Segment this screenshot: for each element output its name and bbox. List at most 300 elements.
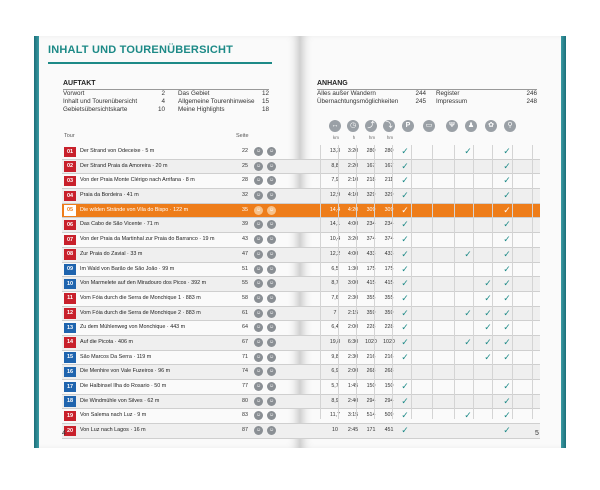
distance-value: 10: [332, 427, 338, 434]
rating-icon: ☺: [268, 338, 275, 345]
check-mark: ✓: [401, 336, 409, 347]
check-mark: ✓: [503, 204, 511, 215]
column-divider: [492, 145, 493, 419]
column-divider: [454, 145, 455, 419]
tour-name: Auf die Picota · 406 m: [80, 338, 134, 345]
tour-page: 67: [242, 338, 248, 345]
descent-value: 359: [384, 309, 394, 316]
bus-icon: ▭: [423, 120, 435, 132]
duration-value: 3:20: [347, 148, 359, 154]
table-row[interactable]: [62, 395, 540, 410]
auftakt-entry[interactable]: [63, 90, 165, 98]
check-mark: ✓: [401, 425, 409, 436]
tour-number-badge: 06: [64, 220, 76, 231]
anhang-entry-label: Übernachtungsmöglichkeiten: [317, 98, 399, 105]
difficulty-icon: ☺: [255, 177, 262, 184]
rating-icon: ☺: [268, 309, 275, 316]
check-mark: ✓: [503, 219, 511, 230]
difficulty-icon: ☺: [255, 265, 262, 272]
distance-value: 12,9: [329, 192, 341, 199]
tour-page: 87: [242, 427, 248, 434]
check-mark: ✓: [401, 395, 409, 406]
descent-value: 374: [384, 236, 394, 243]
tour-name: Von Salema nach Luz · 9 m: [80, 412, 147, 419]
duration-value: 2:15: [347, 309, 359, 316]
check-mark: ✓: [401, 322, 409, 333]
duration-value: 2:10: [347, 177, 359, 184]
column-divider: [392, 145, 393, 419]
auftakt-heading: AUFTAKT: [63, 80, 96, 87]
difficulty-icon: ☺: [255, 324, 262, 331]
table-row[interactable]: [62, 321, 540, 336]
column-divider: [356, 145, 357, 419]
rating-icon: ☺: [268, 368, 275, 375]
rating-icon: ☺: [268, 412, 275, 419]
rating-icon: ☺: [268, 192, 275, 199]
check-mark: ✓: [503, 307, 511, 318]
table-row[interactable]: [62, 409, 540, 424]
distance-value: 13,3: [329, 148, 341, 154]
difficulty-icon: ☺: [255, 294, 262, 301]
check-mark: ✓: [401, 351, 409, 362]
check-mark: ✓: [464, 307, 472, 318]
table-row[interactable]: [62, 424, 540, 439]
rating-icon: ☺: [268, 397, 275, 404]
auftakt-entry[interactable]: [178, 90, 269, 98]
duration-value: 3:00: [347, 280, 359, 287]
rating-icon: ☺: [268, 294, 275, 301]
ascent-value: 150: [366, 383, 376, 389]
page-number-left: 4: [62, 430, 66, 437]
ascent-value: 433: [366, 250, 376, 257]
check-mark: ✓: [401, 278, 409, 289]
difficulty-icon: ☺: [255, 427, 262, 434]
rating-icon: ☺: [268, 427, 275, 434]
distance-value: 9,8: [331, 353, 339, 360]
table-row[interactable]: [62, 174, 540, 189]
table-row[interactable]: [62, 263, 540, 278]
tour-number-badge: 17: [64, 382, 76, 393]
distance-value: 8,8: [331, 162, 339, 169]
duration-value: 2:00: [347, 324, 359, 331]
anhang-entry-label: Alles außer Wandern: [317, 90, 376, 97]
rating-icon: ☺: [268, 221, 275, 228]
tour-name: Die Halbinsel Ilha do Rosario · 50 m: [80, 383, 167, 389]
check-mark: ✓: [464, 248, 472, 259]
tour-number-badge: 11: [64, 293, 76, 304]
tour-page: 55: [242, 280, 248, 287]
ascent-value: 228: [366, 324, 376, 331]
tour-name: Der Strand Praia da Amoreira · 20 m: [80, 162, 168, 169]
auftakt-entry-label: Allgemeine Tourenhinweise: [178, 98, 255, 105]
descent-value: 355: [384, 294, 394, 301]
duration-value: 2:30: [347, 353, 359, 360]
tour-name: Von der Praia da Martinhal zur Praia do Barranco · 19 m: [80, 236, 215, 243]
descent-value: 451: [384, 427, 394, 434]
check-mark: ✓: [503, 292, 511, 303]
check-mark: ✓: [464, 410, 472, 421]
time-icon: ◷: [347, 120, 359, 132]
descent-value: 329: [384, 192, 394, 199]
tour-number-badge: 08: [64, 249, 76, 260]
table-row[interactable]: [62, 307, 540, 322]
descent-value: 294: [384, 397, 394, 404]
rating-icon: ☺: [268, 280, 275, 287]
ascent-value: 359: [366, 309, 376, 316]
anhang-entry[interactable]: [436, 98, 537, 106]
check-mark: ✓: [503, 234, 511, 245]
unit-label: hm: [386, 135, 394, 140]
tour-name: Von der Praia Monte Clérigo nach Arrifana · 8 m: [80, 177, 195, 184]
distance-value: 19,8: [329, 338, 341, 345]
duration-value: 6:30: [347, 338, 359, 345]
distance-value: 8,7: [331, 280, 339, 287]
tour-number-badge: 04: [64, 191, 76, 202]
table-row[interactable]: [62, 233, 540, 248]
table-row[interactable]: [62, 189, 540, 204]
difficulty-icon: ☺: [255, 338, 262, 345]
tour-name: Die Windmühle von Silves · 62 m: [80, 397, 160, 404]
difficulty-icon: ☺: [255, 383, 262, 389]
descent-value: 167: [384, 162, 394, 169]
auftakt-entry[interactable]: [63, 98, 165, 106]
check-mark: ✓: [503, 322, 511, 333]
tour-number-badge: 19: [64, 411, 76, 422]
table-row[interactable]: [62, 145, 540, 160]
tour-name: Die wilden Strände von Vila do Bispo · 122 m: [80, 206, 189, 213]
tour-column-header: Tour: [64, 133, 75, 139]
family-icon: ♟: [465, 120, 477, 132]
check-mark: ✓: [503, 146, 511, 156]
tour-page: 39: [242, 221, 248, 228]
bike-icon: ⚲: [504, 120, 516, 132]
check-mark: ✓: [503, 175, 511, 186]
ascent-value: 268: [366, 368, 376, 375]
tour-page: 64: [242, 324, 248, 331]
duration-value: 4:00: [347, 221, 359, 228]
tour-number-badge: 10: [64, 279, 76, 290]
table-row[interactable]: [62, 248, 540, 263]
distance-value: 6,4: [331, 324, 339, 331]
parking-icon: P: [402, 120, 414, 132]
unit-label: hm: [368, 135, 376, 140]
auftakt-entry[interactable]: [178, 98, 269, 106]
auftakt-entry-page: 4: [161, 98, 165, 105]
ascent-value: 309: [366, 206, 376, 213]
tour-name: São Marcos Da Serra · 119 m: [80, 353, 152, 360]
tour-page: 77: [242, 383, 248, 389]
table-row[interactable]: [62, 365, 540, 380]
rating-icon: ☺: [268, 162, 275, 169]
tour-name: Von Marmelete auf den Miradouro dos Picos · 392 m: [80, 280, 207, 287]
descent-value: 228: [384, 324, 394, 331]
difficulty-icon: ☺: [255, 280, 262, 287]
tour-name: Die Menhire von Vale Fuzeiros · 96 m: [80, 368, 171, 375]
tour-page: 25: [242, 162, 248, 169]
page-number-right: 5: [535, 430, 539, 437]
duration-value: 2:00: [347, 368, 359, 375]
ascent-value: 374: [366, 236, 376, 243]
ascent-value: 294: [366, 397, 376, 404]
check-mark: ✓: [464, 336, 472, 347]
anhang-entry[interactable]: [317, 98, 426, 106]
column-divider: [338, 145, 339, 419]
auftakt-entry-page: 10: [157, 106, 165, 113]
ascent-value: 280: [366, 148, 376, 154]
tour-page: 83: [242, 412, 248, 419]
auftakt-entry-page: 2: [161, 90, 165, 97]
distance-value: 7,6: [331, 294, 339, 301]
distance-value: 8,9: [331, 397, 339, 404]
rating-icon: ☺: [268, 265, 275, 272]
tour-number-badge: 15: [64, 352, 76, 363]
distance-value: 6,5: [331, 265, 339, 272]
rating-icon: ☺: [268, 353, 275, 360]
descent-value: 150: [384, 383, 394, 389]
book-cover-right-edge: [561, 36, 566, 448]
auftakt-entry-label: Vorwort: [63, 90, 85, 97]
rating-icon: ☺: [268, 236, 275, 243]
difficulty-icon: ☺: [255, 412, 262, 419]
table-row[interactable]: [62, 160, 540, 175]
duration-value: 4:10: [347, 192, 359, 199]
auftakt-entry-label: Inhalt und Tourenübersicht: [63, 98, 138, 105]
duration-value: 3:15: [347, 412, 359, 419]
distance-value: 7,9: [331, 177, 339, 184]
check-mark: ✓: [401, 307, 409, 318]
tour-page: 51: [242, 265, 248, 272]
anhang-entry-label: Register: [436, 90, 460, 97]
check-mark: ✓: [503, 160, 511, 171]
check-mark: ✓: [503, 351, 511, 362]
difficulty-icon: ☺: [255, 148, 262, 154]
distance-value: 10,4: [329, 236, 341, 243]
check-mark: ✓: [503, 263, 511, 274]
rating-icon: ☺: [268, 383, 275, 389]
icon-legend-row: [287, 120, 541, 134]
ascent-value: 415: [366, 280, 376, 287]
tour-number-badge: 02: [64, 161, 76, 172]
check-mark: ✓: [401, 410, 409, 421]
table-row[interactable]: [62, 336, 540, 351]
duration-value: 1:30: [347, 265, 359, 272]
tour-page: 74: [242, 368, 248, 375]
rating-icon: ☺: [268, 324, 275, 331]
ascent-value: 234: [366, 221, 376, 228]
auftakt-entry[interactable]: [63, 106, 165, 114]
descent-icon: ⤵: [383, 120, 395, 132]
tour-number-badge: 16: [64, 367, 76, 378]
column-divider: [411, 145, 412, 419]
table-row[interactable]: [62, 277, 540, 292]
tour-page: 43: [242, 236, 248, 243]
column-divider: [374, 145, 375, 419]
difficulty-icon: ☺: [255, 221, 262, 228]
duration-value: 4:20: [347, 206, 359, 213]
tour-page: 32: [242, 192, 248, 199]
anhang-heading: ANHANG: [317, 80, 348, 87]
difficulty-icon: ☺: [255, 206, 262, 213]
tour-name: Das Cabo de São Vicente · 71 m: [80, 221, 159, 228]
tour-name: Zu dem Mühlenweg von Monchique · 443 m: [80, 324, 186, 331]
tour-name: Der Strand von Odeceixe · 5 m: [80, 148, 155, 154]
difficulty-icon: ☺: [255, 162, 262, 169]
tour-number-badge: 03: [64, 176, 76, 187]
ascent-value: 216: [366, 353, 376, 360]
anhang-list-left: [317, 90, 426, 106]
check-mark: ✓: [401, 248, 409, 259]
descent-value: 415: [384, 280, 394, 287]
tour-number-badge: 14: [64, 337, 76, 348]
tour-name: Von Luz nach Lagos · 16 m: [80, 427, 146, 434]
tour-number-badge: 20: [64, 426, 76, 437]
column-divider: [320, 145, 321, 419]
tour-name: Praia da Bordeira · 41 m: [80, 192, 139, 199]
tour-name: Zur Praia do Zavial · 33 m: [80, 250, 143, 257]
auftakt-entry[interactable]: [178, 106, 269, 114]
table-row[interactable]: [62, 351, 540, 366]
rating-icon: ☺: [268, 148, 275, 154]
tour-number-badge: 13: [64, 323, 76, 334]
difficulty-icon: ☺: [255, 353, 262, 360]
ascent-value: 167: [366, 162, 376, 169]
descent-value: 1020: [383, 338, 395, 345]
duration-value: 2:40: [347, 397, 359, 404]
check-mark: ✓: [503, 248, 511, 259]
check-mark: ✓: [503, 278, 511, 289]
check-mark: ✓: [503, 190, 511, 201]
title-rule: [48, 62, 272, 64]
tour-number-badge: 05: [64, 205, 76, 216]
ascent-value: 175: [366, 265, 376, 272]
check-mark: ✓: [401, 219, 409, 230]
descent-value: 433: [384, 250, 394, 257]
auftakt-list-left: [63, 90, 165, 114]
tour-number-badge: 09: [64, 264, 76, 275]
check-mark: ✓: [503, 425, 511, 436]
check-mark: ✓: [401, 292, 409, 303]
anhang-entry[interactable]: [436, 90, 537, 98]
tour-page: 35: [242, 206, 248, 213]
auftakt-entry-page: 18: [261, 106, 269, 113]
descent-value: 280: [384, 148, 394, 154]
rating-icon: ☺: [268, 206, 275, 213]
tour-page: 71: [242, 353, 248, 360]
ascent-value: 171: [366, 427, 376, 434]
duration-value: 2:20: [347, 162, 359, 169]
check-mark: ✓: [401, 234, 409, 245]
tour-name: Im Wald von Barão de São João · 99 m: [80, 265, 175, 272]
table-row[interactable]: [62, 292, 540, 307]
page-column-header: Seite: [236, 133, 249, 139]
check-mark: ✓: [484, 336, 492, 347]
check-mark: ✓: [401, 204, 409, 215]
tour-number-badge: 07: [64, 235, 76, 246]
page-title: INHALT UND TOURENÜBERSICHT: [48, 44, 234, 56]
distance-value: 14,4: [329, 206, 341, 213]
unit-label: h: [352, 135, 356, 140]
check-mark: ✓: [503, 381, 511, 391]
descent-value: 309: [384, 206, 394, 213]
check-mark: ✓: [484, 278, 492, 289]
duration-value: 2:45: [347, 427, 359, 434]
ascent-value: 218: [366, 177, 376, 184]
difficulty-icon: ☺: [255, 309, 262, 316]
tour-name: Vom Fóia durch die Serra de Monchique 2 · 883 m: [80, 309, 201, 316]
flower-icon: ✿: [485, 120, 497, 132]
distance-value: 11,7: [330, 412, 340, 419]
check-mark: ✓: [484, 292, 492, 303]
check-mark: ✓: [503, 336, 511, 347]
rating-icon: ☺: [268, 177, 275, 184]
column-divider: [512, 145, 513, 419]
check-mark: ✓: [484, 322, 492, 333]
duration-value: 4:00: [347, 250, 359, 257]
auftakt-entry-page: 15: [261, 98, 269, 105]
check-mark: ✓: [484, 307, 492, 318]
anhang-entry-label: Impressum: [436, 98, 468, 105]
distance-value: 14,1: [329, 221, 341, 228]
tour-page: 80: [242, 397, 248, 404]
anhang-entry-page: 246: [526, 90, 537, 97]
difficulty-icon: ☺: [255, 368, 262, 375]
check-mark: ✓: [401, 175, 409, 186]
check-mark: ✓: [401, 190, 409, 201]
duration-value: 2:30: [347, 294, 359, 301]
check-mark: ✓: [503, 395, 511, 406]
table-row[interactable]: [62, 204, 540, 219]
descent-value: 211: [384, 177, 394, 184]
table-row[interactable]: [62, 218, 540, 233]
rating-icon: ☺: [268, 250, 275, 257]
check-mark: ✓: [401, 381, 409, 391]
check-mark: ✓: [401, 160, 409, 171]
distance-value: 7: [333, 309, 337, 316]
table-row[interactable]: [62, 380, 540, 395]
difficulty-icon: ☺: [255, 250, 262, 257]
auftakt-entry-label: Das Gebiet: [178, 90, 210, 97]
distance-value: 6,9: [331, 368, 339, 375]
auftakt-entry-label: Meine Highlights: [178, 106, 225, 113]
ascent-value: 329: [366, 192, 376, 199]
tour-number-badge: 01: [64, 147, 76, 158]
auftakt-entry-page: 12: [261, 90, 269, 97]
tour-name: Vom Fóia durch die Serra de Monchique 1 · 883 m: [80, 294, 201, 301]
duration-value: 3:20: [347, 236, 359, 243]
auftakt-list-right: [178, 90, 269, 114]
distance-value: 5,7: [331, 383, 339, 389]
descent-value: 175: [384, 265, 394, 272]
check-mark: ✓: [503, 410, 511, 421]
check-mark: ✓: [484, 351, 492, 362]
column-divider: [532, 145, 533, 419]
check-mark: ✓: [464, 146, 472, 156]
distance-value: 12,2: [329, 250, 341, 257]
descent-value: 268: [384, 368, 394, 375]
difficulty-icon: ☺: [255, 236, 262, 243]
anhang-entry-page: 244: [415, 90, 426, 97]
restaurant-icon: Ψ: [446, 120, 458, 132]
tour-table: [62, 145, 540, 439]
anhang-entry[interactable]: [317, 90, 426, 98]
check-mark: ✓: [401, 263, 409, 274]
anhang-list-right: [436, 90, 537, 106]
ascent-icon: ⤴: [365, 120, 377, 132]
descent-value: 234: [384, 221, 394, 228]
tour-number-badge: 12: [64, 308, 76, 319]
unit-label: km: [333, 135, 339, 140]
ascent-value: 1020: [365, 338, 377, 345]
